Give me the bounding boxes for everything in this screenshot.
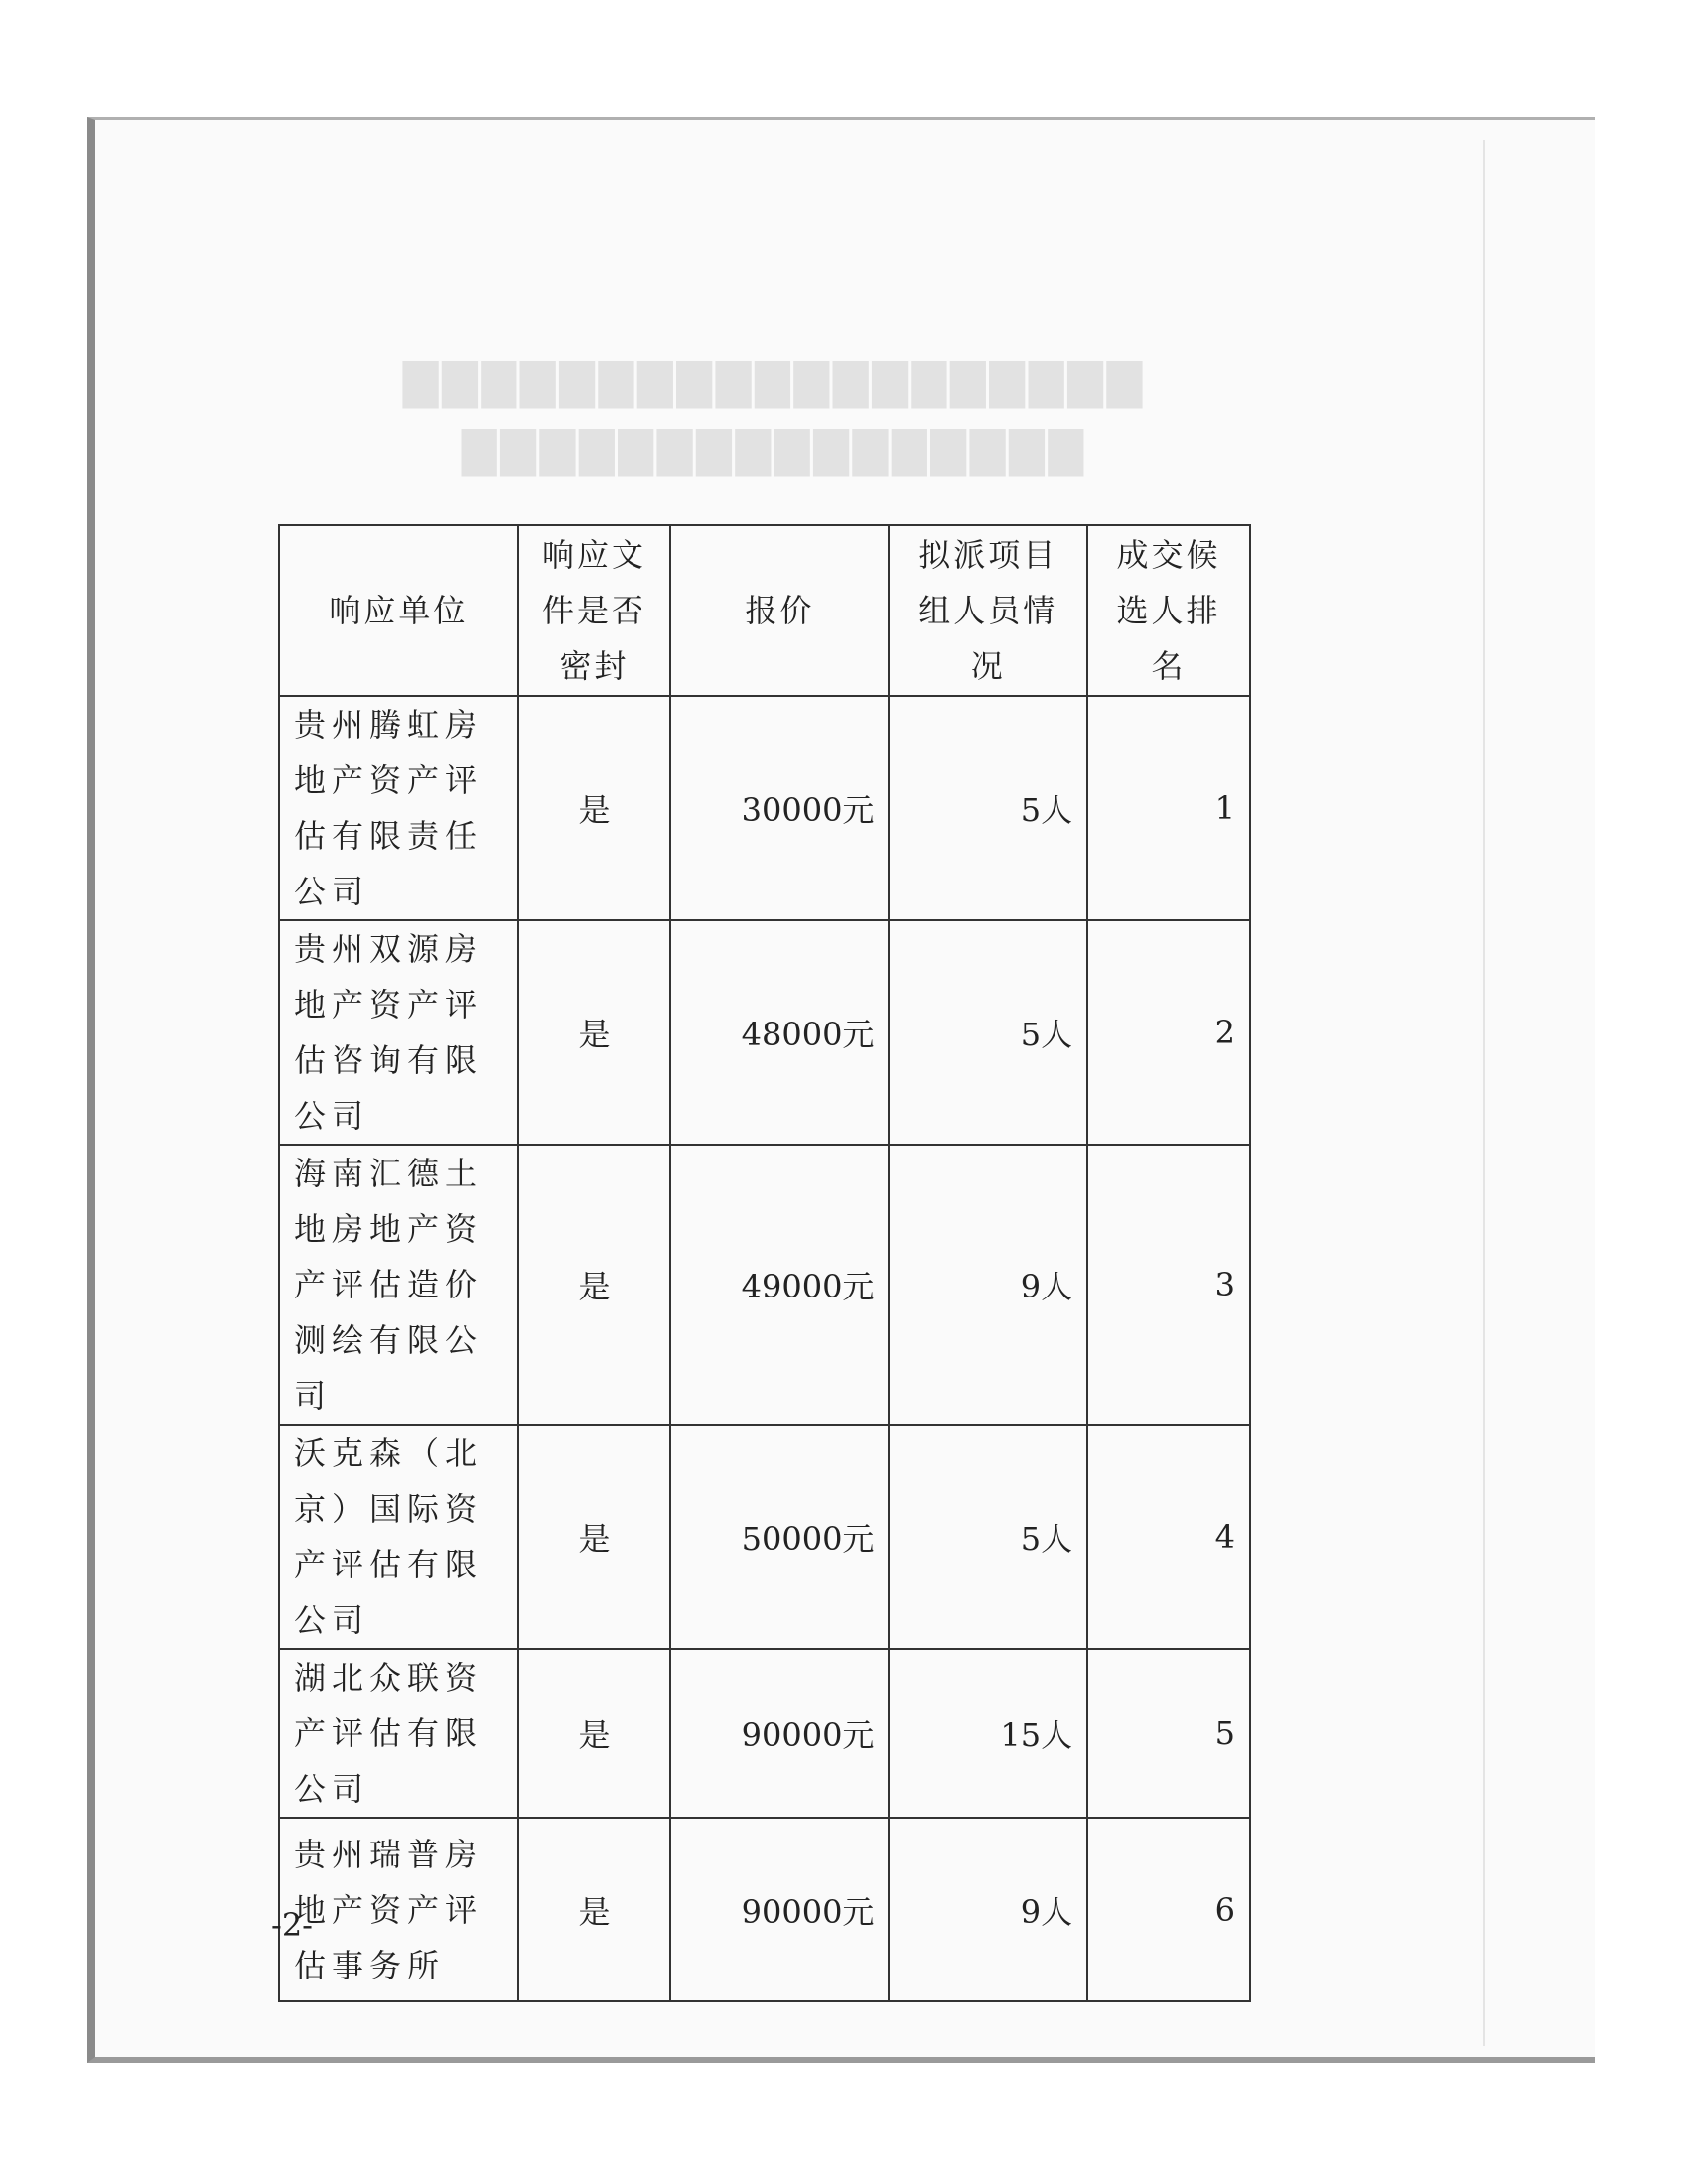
table-row [279, 920, 1250, 1145]
cell-price: 48000元 [670, 920, 889, 1145]
header-rank: 成交候选人排名 [1087, 525, 1250, 696]
cell-sealed: 是 [518, 1145, 671, 1425]
cell-sealed: 是 [518, 1425, 671, 1649]
cell-sealed: 是 [518, 1649, 671, 1818]
header-price: 报价 [670, 525, 889, 696]
cell-unit: 沃克森（北京）国际资产评估有限公司 [279, 1425, 518, 1649]
cell-unit: 湖北众联资产评估有限公司 [279, 1649, 518, 1818]
table-row [279, 1649, 1250, 1818]
page-number: -2- [271, 1906, 313, 1944]
header-staff: 拟派项目组人员情况 [889, 525, 1087, 696]
cell-staff: 5人 [889, 696, 1087, 920]
cell-sealed: 是 [518, 1818, 671, 2001]
cell-rank: 2 [1087, 920, 1250, 1145]
cell-price: 90000元 [670, 1649, 889, 1818]
header-sealed: 响应文件是否密封 [518, 525, 671, 696]
cell-rank: 4 [1087, 1425, 1250, 1649]
cell-staff: 15人 [889, 1649, 1087, 1818]
cell-price: 90000元 [670, 1818, 889, 2001]
cell-unit: 海南汇德土地房地产资产评估造价测绘有限公司 [279, 1145, 518, 1425]
cell-price: 30000元 [670, 696, 889, 920]
cell-price: 49000元 [670, 1145, 889, 1425]
table-header-row [279, 525, 1250, 696]
table-row [279, 1145, 1250, 1425]
cell-sealed: 是 [518, 920, 671, 1145]
cell-rank: 1 [1087, 696, 1250, 920]
candidate-ranking-table [278, 524, 1251, 2002]
table-row [279, 1425, 1250, 1649]
cell-sealed: 是 [518, 696, 671, 920]
cell-unit: 贵州双源房地产资产评估咨询有限公司 [279, 920, 518, 1145]
cell-rank: 6 [1087, 1818, 1250, 2001]
cell-price: 50000元 [670, 1425, 889, 1649]
bleed-through-title: ▇▇▇▇▇▇▇▇▇▇▇▇▇▇▇▇▇▇▇ ▇▇▇▇▇▇▇▇▇▇▇▇▇▇▇▇ [402, 354, 1147, 476]
cell-staff: 5人 [889, 1425, 1087, 1649]
page-edge-shadow [1483, 140, 1485, 2046]
cell-staff: 5人 [889, 920, 1087, 1145]
table-row [279, 696, 1250, 920]
table-row [279, 1818, 1250, 2001]
cell-unit: 贵州腾虹房地产资产评估有限责任公司 [279, 696, 518, 920]
cell-unit: 贵州瑞普房地产资产评估事务所 [279, 1818, 518, 2001]
cell-staff: 9人 [889, 1145, 1087, 1425]
cell-staff: 9人 [889, 1818, 1087, 2001]
cell-rank: 5 [1087, 1649, 1250, 1818]
header-unit: 响应单位 [279, 525, 518, 696]
cell-rank: 3 [1087, 1145, 1250, 1425]
